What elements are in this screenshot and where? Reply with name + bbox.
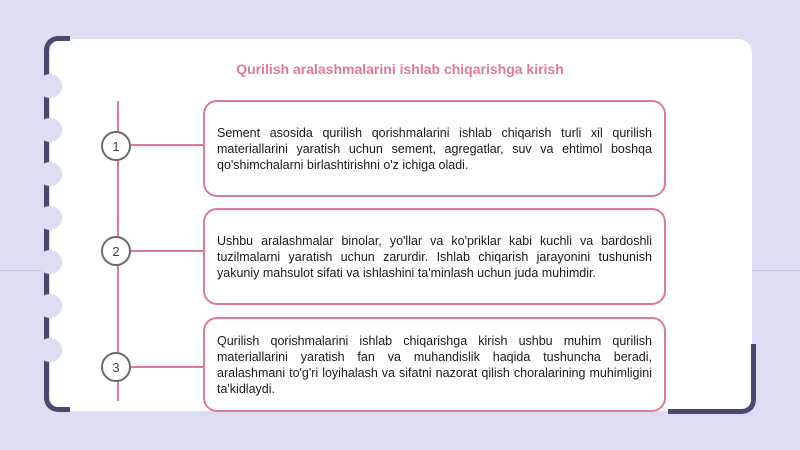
frame-bracket-bottom-right — [668, 344, 756, 414]
binding-hole — [38, 206, 62, 230]
step-text: Qurilish qorishmalarini ishlab chiqarishga kirish ushbu muhim qurilish materiallarini yaratish fan va muhandislik haqida tushuncha beradi, aralashmani to'g'ri loyihalash va sifatni nazorat qilish choralarining muhimligini ta'kidlaydi. — [217, 333, 652, 396]
binding-hole — [38, 338, 62, 362]
step-number-circle: 3 — [101, 352, 131, 382]
step-number-circle: 2 — [101, 236, 131, 266]
binding-hole — [38, 294, 62, 318]
binding-hole — [38, 118, 62, 142]
slide-title: Qurilish aralashmalarini ishlab chiqarishga kirish — [236, 61, 564, 77]
step-text: Ushbu aralashmalar binolar, yo'llar va ko'priklar kabi kuchli va bardoshli tuzilmalarni yaratish uchun zarurdir. Ishlab chiqarish jarayonini tushunish yakuniy mahsulot sifati va ishlashini ta'minlash uchun juda muhimdir. — [217, 233, 652, 280]
step-box — [203, 317, 666, 412]
binding-hole — [38, 162, 62, 186]
step-box — [203, 208, 666, 305]
binding-hole — [38, 74, 62, 98]
step-number-circle: 1 — [101, 131, 131, 161]
connector-line — [131, 144, 203, 146]
connector-line — [131, 366, 203, 368]
binding-hole — [38, 250, 62, 274]
step-box — [203, 100, 666, 197]
step-text: Sement asosida qurilish qorishmalarini ishlab chiqarish turli xil qurilish materiallarini yaratish uchun sement, agregatlar, suv va ehtimol boshqa qo'shimchalarni birlashtirishni o'z ichiga oladi. — [217, 125, 652, 172]
connector-line — [131, 250, 203, 252]
